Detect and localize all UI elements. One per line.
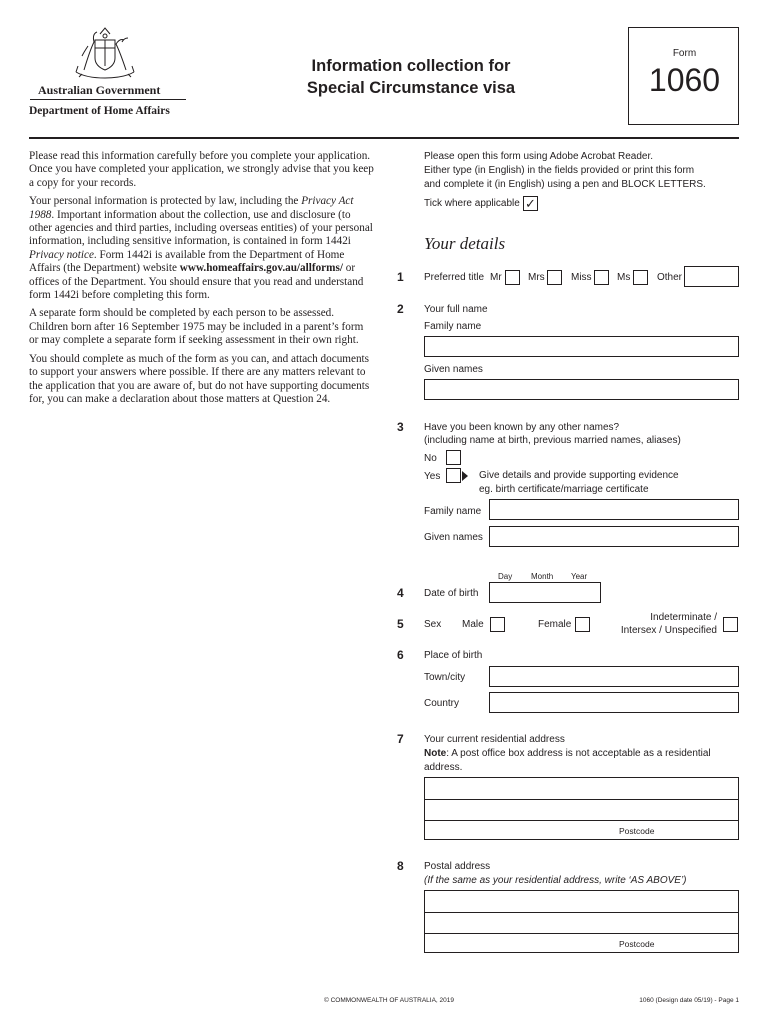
dob-month-label: Month: [531, 572, 554, 581]
other-names-question: Have you been known by any other names?: [424, 422, 620, 433]
title-ms-label: Ms: [617, 272, 631, 283]
postal-address-label: Postal address: [424, 861, 491, 872]
address-line-divider-2: [425, 820, 738, 821]
title-mrs-checkbox[interactable]: [547, 270, 562, 285]
preferred-title-label: Preferred title: [424, 272, 485, 283]
government-name: Australian Government: [38, 83, 161, 97]
footer-copyright: © COMMONWEALTH OF AUSTRALIA, 2019: [324, 997, 454, 1004]
intro-p2-e: . Form 1442i is available from the Department of Home Affairs (the Department) website: [29, 248, 345, 275]
footer-page-info: 1060 (Design date 05/19) - Page 1: [639, 997, 739, 1004]
intro-paragraph-3: A separate form should be completed by each person to be assessed. Children born after 16 September 1975 may be included in a parent’s form or may complete a separate form if seeking assessment in their own right.: [29, 307, 364, 347]
given-names-label: Given names: [424, 364, 483, 375]
town-city-label: Town/city: [424, 672, 466, 683]
form-title-line2: Special Circumstance visa: [306, 79, 516, 97]
privacy-notice-name: Privacy notice: [29, 248, 94, 261]
postal-line-divider-1: [425, 912, 738, 913]
intro-p2-c: . Important information about the collection, use and disclosure (to other agencies and third parties, including overseas entities) of your personal information, including sensitive information, is contained in form 1442i: [29, 208, 373, 248]
family-name-label: Family name: [424, 321, 482, 332]
title-miss-checkbox[interactable]: [594, 270, 609, 285]
address-line-divider-1: [425, 799, 738, 800]
residential-address-input[interactable]: [424, 777, 739, 840]
other-names-no-label: No: [424, 453, 437, 464]
section-title: Your details: [424, 234, 506, 253]
country-label: Country: [424, 698, 460, 709]
header-divider: [30, 99, 186, 100]
postal-address-hint: (If the same as your residential address, write ‘AS ABOVE’): [424, 875, 687, 886]
given-names-input[interactable]: [424, 379, 739, 400]
note-label: Note: [424, 748, 447, 759]
residential-postcode-label: Postcode: [619, 826, 655, 836]
postal-address-input[interactable]: [424, 890, 739, 953]
intro-paragraph-4: You should complete as much of the form as you can, and attach documents to support your answers where possible. If there are any matters relevant to the application that you are aware of, but do not have supporting documents for, you can make a declaration about those matters at Question 24.: [29, 352, 370, 405]
sex-male-checkbox[interactable]: [490, 617, 505, 632]
postal-line-divider-2: [425, 933, 738, 934]
title-other-label: Other: [657, 272, 683, 283]
country-input[interactable]: [489, 692, 739, 713]
sex-indeterminate-label-2: Intersex / Unspecified: [620, 625, 717, 636]
header-rule: [29, 137, 739, 139]
residential-address-note: [424, 748, 711, 760]
question-8-number: 8: [397, 859, 404, 873]
intro-p2-g: or offices of the Department. You should ensure that you read and understand form 1442i before completing this form.: [29, 262, 364, 302]
sex-indeterminate-checkbox[interactable]: [723, 617, 738, 632]
question-5-number: 5: [397, 617, 404, 631]
sex-female-label: Female: [538, 619, 572, 630]
full-name-label: Your full name: [424, 304, 488, 315]
privacy-act-name: Privacy Act 1988: [29, 195, 354, 221]
town-city-input[interactable]: [489, 666, 739, 687]
other-names-yes-label: Yes: [424, 471, 441, 482]
instruction-line-1: Please open this form using Adobe Acrobat Reader.: [424, 151, 654, 162]
title-miss-label: Miss: [571, 272, 592, 283]
coat-of-arms-logo: [70, 26, 140, 80]
intro-paragraph-2: [29, 195, 374, 302]
intro-paragraph-1: Please read this information carefully before you complete your application. Once you have completed your application, we strongly advise that you keep a copy for your records.: [29, 150, 374, 189]
other-given-names-label: Given names: [424, 532, 483, 543]
form-number-box: [628, 27, 739, 125]
intro-text: [29, 150, 374, 411]
title-other-input[interactable]: [684, 266, 739, 287]
question-7-number: 7: [397, 732, 404, 746]
residential-address-label: Your current residential address: [424, 734, 565, 745]
other-given-names-input[interactable]: [489, 526, 739, 547]
sex-female-checkbox[interactable]: [575, 617, 590, 632]
instruction-line-2: Either type (in English) in the fields provided or print this form: [424, 165, 695, 176]
question-2-number: 2: [397, 302, 404, 316]
title-ms-checkbox[interactable]: [633, 270, 648, 285]
dob-year-label: Year: [571, 572, 588, 581]
form-title: [296, 55, 526, 99]
other-names-hint: (including name at birth, previous married names, aliases): [424, 435, 681, 446]
question-1-number: 1: [397, 270, 404, 284]
place-of-birth-label: Place of birth: [424, 650, 483, 661]
form-label: Form: [672, 48, 697, 59]
title-mrs-label: Mrs: [528, 272, 545, 283]
question-4-number: 4: [397, 586, 404, 600]
sex-indeterminate-label-1: Indeterminate /: [650, 612, 717, 623]
form-title-line1: Information collection for: [311, 57, 511, 75]
question-3-number: 3: [397, 420, 404, 434]
dob-day-label: Day: [498, 572, 513, 581]
family-name-input[interactable]: [424, 336, 739, 357]
sex-male-label: Male: [462, 619, 484, 630]
department-name: Department of Home Affairs: [29, 105, 170, 117]
form-number: 1060: [648, 62, 721, 98]
date-of-birth-input[interactable]: [489, 582, 601, 603]
other-names-no-checkbox[interactable]: [446, 450, 461, 465]
question-6-number: 6: [397, 648, 404, 662]
other-names-yes-detail-2: eg. birth certificate/marriage certificate: [479, 484, 649, 495]
postal-postcode-label: Postcode: [619, 939, 655, 949]
arrow-right-icon: [462, 471, 468, 481]
instruction-line-3: and complete it (in English) using a pen and BLOCK LETTERS.: [424, 179, 706, 190]
tick-example-checkbox: ✓: [523, 196, 538, 211]
sex-label: Sex: [424, 619, 442, 630]
title-mr-label: Mr: [490, 272, 502, 283]
other-names-yes-detail-1: Give details and provide supporting evidence: [479, 470, 679, 481]
tick-instruction-label: Tick where applicable: [424, 198, 520, 209]
other-family-name-input[interactable]: [489, 499, 739, 520]
title-mr-checkbox[interactable]: [505, 270, 520, 285]
date-of-birth-label: Date of birth: [424, 588, 479, 599]
residential-address-note-2: address.: [424, 762, 463, 773]
other-names-yes-checkbox[interactable]: [446, 468, 461, 483]
note-text: : A post office box address is not acceptable as a residential: [446, 748, 711, 759]
intro-p2-a: Your personal information is protected by law, including the: [29, 195, 302, 208]
other-family-name-label: Family name: [424, 506, 482, 517]
website-link[interactable]: www.homeaffairs.gov.au/allforms/: [179, 262, 343, 275]
